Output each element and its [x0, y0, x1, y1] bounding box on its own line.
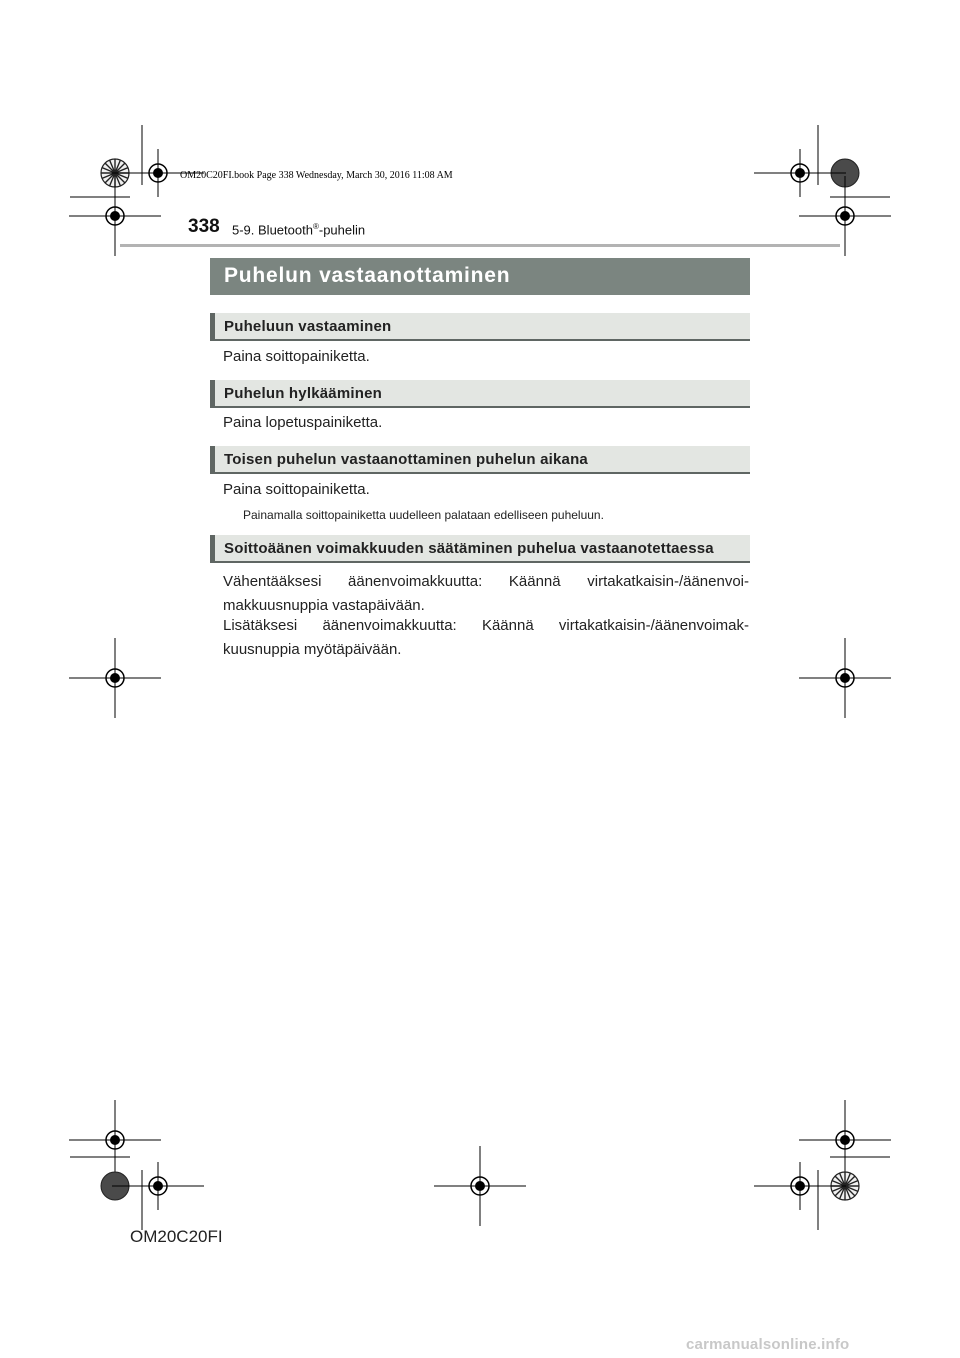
- subheading-reject: [210, 380, 750, 408]
- subheading-second-call: [210, 446, 750, 474]
- volume-decrease-paragraph: Vähentääksesi äänenvoimakkuutta: Käännä virtakatkaisin-/äänenvoi-makkuusnuppia vastapäivään.: [223, 573, 749, 614]
- page-number: 338: [188, 216, 220, 237]
- subheading-text: Toisen puhelun vastaanottaminen puhelun aikana: [224, 451, 588, 468]
- section-prefix: 5-9. Bluetooth: [232, 222, 313, 238]
- second-call-instruction: Paina soittopainiketta.: [223, 481, 370, 498]
- subheading-text: Soittoäänen voimakkuuden säätäminen puhelua vastaanotettaessa: [224, 540, 714, 557]
- section-breadcrumb: [232, 222, 365, 237]
- answer-instruction: Paina soittopainiketta.: [223, 348, 370, 365]
- volume-increase-paragraph: Lisätäksesi äänenvoimakkuutta: Käännä virtakatkaisin-/äänenvoimak-kuusnuppia myötäpäivään.: [223, 617, 749, 658]
- subheading-ring-volume: [210, 535, 750, 563]
- subheading-text: Puhelun hylkääminen: [224, 385, 383, 402]
- header-rule: [120, 244, 840, 247]
- watermark: carmanualsonline.info: [686, 1336, 850, 1353]
- second-call-note: Painamalla soittopainiketta uudelleen palataan edelliseen puheluun.: [243, 508, 604, 522]
- registered-mark: ®: [312, 222, 319, 231]
- subheading-text: Puheluun vastaaminen: [224, 318, 392, 335]
- reject-instruction: Paina lopetuspainiketta.: [223, 414, 383, 431]
- page-title: Puhelun vastaanottaminen: [224, 264, 511, 287]
- footer-manual-code: OM20C20FI: [130, 1227, 223, 1246]
- section-suffix: -puhelin: [318, 222, 366, 238]
- subheading-answer: [210, 313, 750, 341]
- book-file-info: OM20C20FI.book Page 338 Wednesday, March 30, 2016 11:08 AM: [180, 170, 453, 181]
- page-title-bar: [210, 258, 750, 295]
